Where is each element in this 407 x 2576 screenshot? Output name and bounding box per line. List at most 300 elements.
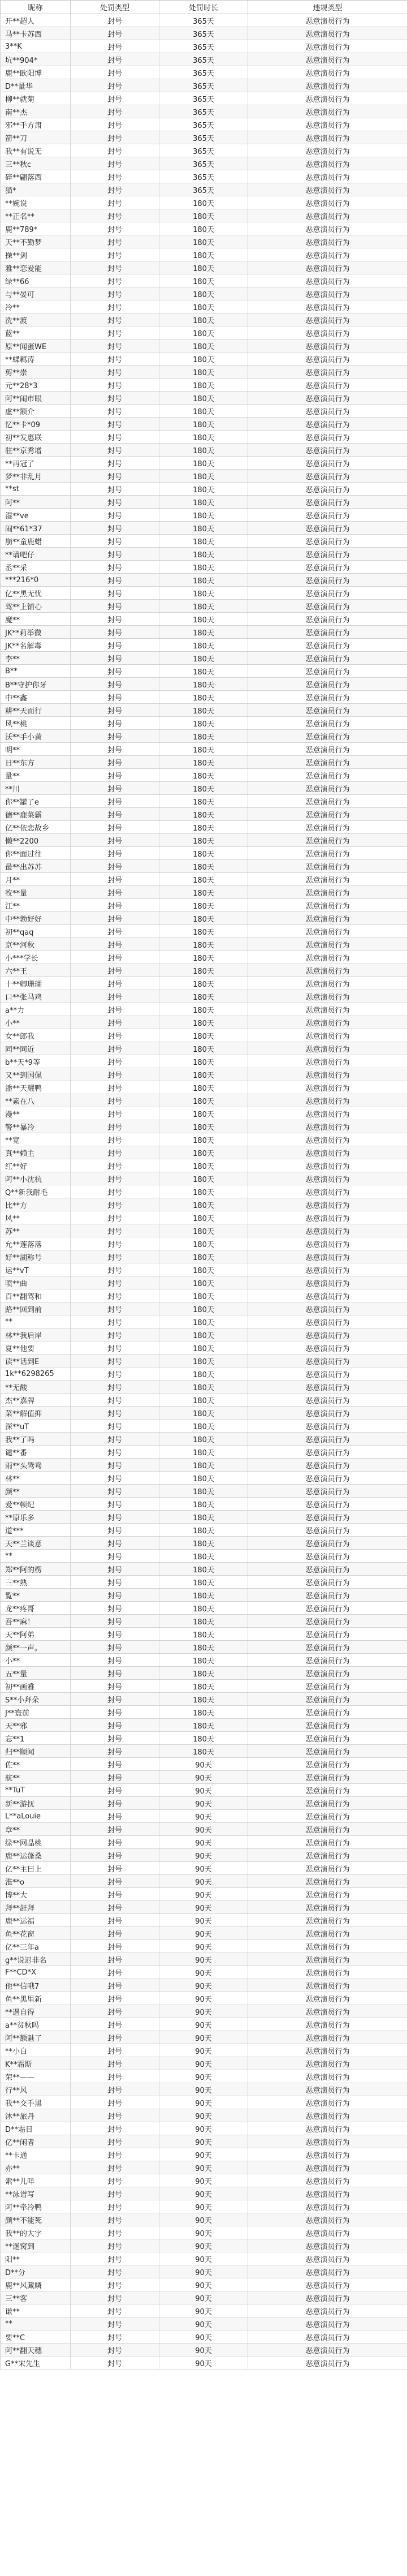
- cell-nickname: **st: [1, 483, 71, 496]
- cell-violation-type: 恶意演员行为: [248, 405, 407, 418]
- cell-nickname: J**寰前: [1, 1706, 71, 1719]
- table-row: [1, 925, 407, 938]
- cell-penalty-type: 封号: [71, 248, 159, 261]
- cell-penalty-type: 封号: [71, 1198, 159, 1211]
- cell-violation-type: 恶意演员行为: [248, 1367, 407, 1381]
- cell-violation-type: 恶意演员行为: [248, 509, 407, 522]
- cell-nickname: 吾**麻！: [1, 1615, 71, 1628]
- cell-penalty-type: 封号: [71, 2135, 159, 2148]
- cell-penalty-duration: 180天: [159, 743, 248, 756]
- cell-penalty-type: 封号: [71, 2304, 159, 2317]
- cell-penalty-duration: 180天: [159, 1706, 248, 1719]
- cell-penalty-duration: 90天: [159, 1914, 248, 1927]
- cell-penalty-duration: 180天: [159, 782, 248, 795]
- table-row: [1, 1797, 407, 1810]
- cell-nickname: 阿**额魅了: [1, 2031, 71, 2044]
- cell-nickname: 天**阿弟: [1, 1628, 71, 1641]
- cell-violation-type: 恶意演员行为: [248, 873, 407, 886]
- cell-penalty-duration: 180天: [159, 1328, 248, 1341]
- cell-penalty-type: 封号: [71, 1328, 159, 1341]
- cell-penalty-type: 封号: [71, 886, 159, 899]
- cell-violation-type: 恶意演员行为: [248, 691, 407, 704]
- cell-nickname: 百**翻驾和: [1, 1289, 71, 1302]
- cell-penalty-type: 封号: [71, 1146, 159, 1159]
- table-row: [1, 1758, 407, 1771]
- table-row: [1, 1537, 407, 1550]
- cell-penalty-duration: 180天: [159, 1732, 248, 1745]
- table-row: [1, 1328, 407, 1341]
- table-row: [1, 1680, 407, 1693]
- cell-violation-type: 恶意演员行为: [248, 431, 407, 444]
- cell-penalty-duration: 180天: [159, 209, 248, 222]
- cell-penalty-type: 封号: [71, 951, 159, 964]
- cell-nickname: 风**: [1, 1211, 71, 1224]
- cell-nickname: 绿**网晶桃: [1, 1836, 71, 1849]
- cell-penalty-duration: 180天: [159, 717, 248, 730]
- cell-penalty-duration: 90天: [159, 1862, 248, 1875]
- cell-nickname: 漫**: [1, 1107, 71, 1120]
- cell-nickname: 颜**: [1, 1485, 71, 1498]
- cell-penalty-duration: 180天: [159, 912, 248, 925]
- cell-nickname: 拜**赶拜: [1, 1901, 71, 1914]
- cell-penalty-duration: 180天: [159, 873, 248, 886]
- cell-nickname: 我**的大字: [1, 2226, 71, 2239]
- cell-penalty-duration: 180天: [159, 561, 248, 574]
- cell-penalty-duration: 180天: [159, 1302, 248, 1315]
- cell-violation-type: 恶意演员行为: [248, 977, 407, 990]
- cell-nickname: 湿**ve: [1, 509, 71, 522]
- table-row: [1, 964, 407, 977]
- table-row: [1, 14, 407, 27]
- table-row: [1, 1511, 407, 1524]
- header-penalty-type: 处罚类型: [71, 1, 159, 14]
- cell-penalty-type: 封号: [71, 756, 159, 769]
- table-body: [1, 14, 407, 2369]
- cell-nickname: 李**: [1, 652, 71, 665]
- cell-penalty-type: 封号: [71, 743, 159, 756]
- cell-violation-type: 恶意演员行为: [248, 339, 407, 352]
- cell-penalty-type: 封号: [71, 66, 159, 79]
- cell-violation-type: 恶意演员行为: [248, 1849, 407, 1862]
- cell-penalty-type: 封号: [71, 1472, 159, 1485]
- cell-penalty-type: 封号: [71, 1029, 159, 1042]
- cell-penalty-type: 封号: [71, 274, 159, 287]
- cell-violation-type: 恶意演员行为: [248, 522, 407, 535]
- table-row: [1, 2083, 407, 2096]
- cell-nickname: **请吧仔: [1, 548, 71, 561]
- cell-nickname: 深**uT: [1, 1420, 71, 1433]
- cell-penalty-duration: 180天: [159, 678, 248, 691]
- cell-penalty-duration: 90天: [159, 2304, 248, 2317]
- cell-violation-type: 恶意演员行为: [248, 313, 407, 326]
- cell-nickname: 蓝**: [1, 326, 71, 339]
- cell-penalty-duration: 180天: [159, 808, 248, 821]
- cell-penalty-duration: 365天: [159, 183, 248, 196]
- cell-violation-type: 恶意演员行为: [248, 847, 407, 860]
- cell-nickname: 梦**非乱月: [1, 470, 71, 483]
- cell-violation-type: 恶意演员行为: [248, 2252, 407, 2265]
- cell-penalty-type: 封号: [71, 1016, 159, 1029]
- cell-penalty-duration: 180天: [159, 769, 248, 782]
- cell-violation-type: 恶意演员行为: [248, 470, 407, 483]
- cell-penalty-type: 封号: [71, 313, 159, 326]
- cell-violation-type: 恶意演员行为: [248, 717, 407, 730]
- table-row: [1, 1641, 407, 1654]
- cell-violation-type: 恶意演员行为: [248, 1394, 407, 1407]
- cell-penalty-type: 封号: [71, 1068, 159, 1081]
- cell-penalty-type: 封号: [71, 2044, 159, 2057]
- cell-nickname: 你**罐了e: [1, 795, 71, 808]
- cell-violation-type: 恶意演员行为: [248, 1602, 407, 1615]
- table-row: [1, 2343, 407, 2356]
- cell-penalty-type: 封号: [71, 53, 159, 66]
- cell-penalty-duration: 90天: [159, 1784, 248, 1797]
- cell-nickname: b**天*9等: [1, 1055, 71, 1068]
- cell-penalty-type: 封号: [71, 1055, 159, 1068]
- cell-nickname: 颜**一声。: [1, 1641, 71, 1654]
- cell-violation-type: 恶意演员行为: [248, 938, 407, 951]
- cell-penalty-type: 封号: [71, 1888, 159, 1901]
- cell-penalty-type: 封号: [71, 1550, 159, 1563]
- table-row: [1, 1381, 407, 1394]
- cell-penalty-duration: 180天: [159, 444, 248, 457]
- table-row: [1, 1745, 407, 1758]
- table-row: [1, 1472, 407, 1485]
- cell-penalty-duration: 180天: [159, 990, 248, 1003]
- cell-violation-type: 恶意演员行为: [248, 53, 407, 66]
- cell-penalty-type: 封号: [71, 808, 159, 821]
- cell-penalty-duration: 180天: [159, 1354, 248, 1367]
- cell-penalty-type: 封号: [71, 613, 159, 626]
- cell-penalty-duration: 180天: [159, 691, 248, 704]
- cell-penalty-type: 封号: [71, 834, 159, 847]
- cell-violation-type: 恶意演员行为: [248, 1185, 407, 1198]
- table-row: [1, 261, 407, 274]
- table-row: [1, 418, 407, 431]
- table-row: [1, 1628, 407, 1641]
- cell-penalty-duration: 180天: [159, 1511, 248, 1524]
- cell-violation-type: 恶意演员行为: [248, 40, 407, 53]
- cell-penalty-duration: 365天: [159, 131, 248, 144]
- table-row: [1, 1576, 407, 1589]
- table-row: [1, 1810, 407, 1823]
- cell-violation-type: 恶意演员行为: [248, 1029, 407, 1042]
- cell-penalty-type: 封号: [71, 1823, 159, 1836]
- cell-penalty-type: 封号: [71, 1810, 159, 1823]
- cell-violation-type: 恶意演员行为: [248, 1680, 407, 1693]
- cell-penalty-type: 封号: [71, 522, 159, 535]
- table-row: [1, 1667, 407, 1680]
- table-row: [1, 2031, 407, 2044]
- cell-penalty-duration: 180天: [159, 1016, 248, 1029]
- cell-nickname: 阿**: [1, 496, 71, 509]
- cell-penalty-duration: 365天: [159, 27, 248, 40]
- cell-nickname: 元**28*3: [1, 379, 71, 392]
- cell-violation-type: 恶意演员行为: [248, 1016, 407, 1029]
- cell-nickname: 警**暴冷: [1, 1120, 71, 1133]
- cell-violation-type: 恶意演员行为: [248, 2330, 407, 2343]
- cell-nickname: 与**晏可: [1, 287, 71, 300]
- cell-penalty-duration: 90天: [159, 1823, 248, 1836]
- cell-violation-type: 恶意演员行为: [248, 2122, 407, 2135]
- cell-penalty-type: 封号: [71, 2057, 159, 2070]
- cell-nickname: Q**新我耐毛: [1, 1185, 71, 1198]
- cell-penalty-duration: 180天: [159, 1367, 248, 1381]
- cell-penalty-type: 封号: [71, 535, 159, 548]
- cell-violation-type: 恶意演员行为: [248, 2161, 407, 2174]
- cell-penalty-type: 封号: [71, 1107, 159, 1120]
- cell-penalty-type: 封号: [71, 2317, 159, 2330]
- table-row: [1, 756, 407, 769]
- cell-penalty-type: 封号: [71, 1354, 159, 1367]
- cell-penalty-type: 封号: [71, 457, 159, 470]
- cell-penalty-duration: 180天: [159, 1003, 248, 1016]
- cell-penalty-duration: 180天: [159, 1250, 248, 1263]
- cell-nickname: 开**超人: [1, 14, 71, 27]
- table-row: [1, 496, 407, 509]
- cell-penalty-duration: 365天: [159, 53, 248, 66]
- cell-penalty-type: 封号: [71, 1953, 159, 1966]
- cell-nickname: 你**面过往: [1, 847, 71, 860]
- cell-nickname: 他**信哦7: [1, 1979, 71, 1992]
- cell-nickname: a**贫秋吗: [1, 2018, 71, 2031]
- table-row: [1, 1940, 407, 1953]
- cell-penalty-type: 封号: [71, 1172, 159, 1185]
- table-row: [1, 1784, 407, 1797]
- cell-penalty-type: 封号: [71, 2343, 159, 2356]
- cell-violation-type: 恶意演员行为: [248, 587, 407, 600]
- table-row: [1, 2356, 407, 2369]
- table-row: [1, 691, 407, 704]
- cell-violation-type: 恶意演员行为: [248, 1771, 407, 1784]
- cell-penalty-type: 封号: [71, 1511, 159, 1524]
- cell-violation-type: 恶意演员行为: [248, 1276, 407, 1289]
- cell-penalty-duration: 365天: [159, 170, 248, 183]
- cell-penalty-duration: 180天: [159, 379, 248, 392]
- table-row: [1, 1420, 407, 1433]
- cell-penalty-type: 封号: [71, 1537, 159, 1550]
- table-row: [1, 2213, 407, 2226]
- cell-nickname: K**霜斯: [1, 2057, 71, 2070]
- cell-penalty-duration: 180天: [159, 235, 248, 248]
- cell-penalty-type: 封号: [71, 1211, 159, 1224]
- table-row: [1, 1719, 407, 1732]
- cell-nickname: 我**交手黑: [1, 2096, 71, 2109]
- cell-violation-type: 恶意演员行为: [248, 1133, 407, 1146]
- cell-nickname: 亿**闲者: [1, 2135, 71, 2148]
- table-row: [1, 79, 407, 92]
- table-row: [1, 2122, 407, 2135]
- table-row: [1, 1315, 407, 1328]
- cell-penalty-duration: 180天: [159, 1224, 248, 1237]
- table-row: [1, 2109, 407, 2122]
- cell-nickname: 阿**牵冷鸭: [1, 2200, 71, 2213]
- cell-penalty-duration: 180天: [159, 665, 248, 678]
- cell-penalty-type: 封号: [71, 1498, 159, 1511]
- cell-nickname: 阿**闹市眼: [1, 392, 71, 405]
- cell-penalty-type: 封号: [71, 639, 159, 652]
- cell-violation-type: 恶意演员行为: [248, 678, 407, 691]
- table-row: [1, 339, 407, 352]
- cell-penalty-type: 封号: [71, 496, 159, 509]
- cell-penalty-duration: 180天: [159, 496, 248, 509]
- cell-penalty-type: 封号: [71, 1420, 159, 1433]
- cell-nickname: 忘**1: [1, 1732, 71, 1745]
- cell-penalty-type: 封号: [71, 79, 159, 92]
- cell-penalty-type: 封号: [71, 1003, 159, 1016]
- cell-nickname: 中**勃好好: [1, 912, 71, 925]
- cell-penalty-type: 封号: [71, 1394, 159, 1407]
- table-row: [1, 1133, 407, 1146]
- cell-nickname: 1k**6298265: [1, 1367, 71, 1381]
- cell-penalty-duration: 180天: [159, 1055, 248, 1068]
- cell-violation-type: 恶意演员行为: [248, 1068, 407, 1081]
- cell-nickname: 林**: [1, 1472, 71, 1485]
- cell-penalty-duration: 180天: [159, 756, 248, 769]
- table-row: [1, 782, 407, 795]
- cell-penalty-type: 封号: [71, 1576, 159, 1589]
- cell-nickname: 操**剑: [1, 248, 71, 261]
- cell-penalty-type: 封号: [71, 392, 159, 405]
- cell-nickname: **: [1, 2317, 71, 2330]
- table-row: [1, 1771, 407, 1784]
- table-row: [1, 274, 407, 287]
- header-penalty-duration: 处罚时长: [159, 1, 248, 14]
- cell-penalty-duration: 180天: [159, 457, 248, 470]
- cell-nickname: 道***: [1, 1524, 71, 1537]
- cell-nickname: 喷**曲: [1, 1276, 71, 1289]
- cell-penalty-duration: 180天: [159, 1628, 248, 1641]
- cell-penalty-duration: 180天: [159, 574, 248, 587]
- cell-violation-type: 恶意演员行为: [248, 652, 407, 665]
- cell-penalty-duration: 365天: [159, 92, 248, 105]
- table-row: [1, 379, 407, 392]
- table-row: [1, 1042, 407, 1055]
- cell-violation-type: 恶意演员行为: [248, 379, 407, 392]
- table-row: [1, 1276, 407, 1289]
- cell-penalty-duration: 180天: [159, 730, 248, 743]
- cell-penalty-type: 封号: [71, 2083, 159, 2096]
- cell-penalty-duration: 180天: [159, 470, 248, 483]
- cell-violation-type: 恶意演员行为: [248, 1810, 407, 1823]
- cell-penalty-duration: 365天: [159, 144, 248, 157]
- cell-penalty-type: 封号: [71, 2200, 159, 2213]
- cell-nickname: 沃**手小黄: [1, 730, 71, 743]
- cell-penalty-duration: 180天: [159, 1146, 248, 1159]
- cell-penalty-type: 封号: [71, 183, 159, 196]
- table-row: [1, 899, 407, 912]
- header-violation-type: 违规类型: [248, 1, 407, 14]
- cell-penalty-duration: 90天: [159, 2044, 248, 2057]
- cell-penalty-duration: 90天: [159, 2187, 248, 2200]
- cell-violation-type: 恶意演员行为: [248, 144, 407, 157]
- cell-penalty-type: 封号: [71, 1524, 159, 1537]
- cell-penalty-duration: 180天: [159, 1381, 248, 1394]
- cell-penalty-duration: 180天: [159, 1459, 248, 1472]
- cell-nickname: **卡通: [1, 2148, 71, 2161]
- table-row: [1, 1055, 407, 1068]
- cell-penalty-duration: 90天: [159, 2278, 248, 2291]
- cell-penalty-duration: 180天: [159, 1745, 248, 1758]
- cell-penalty-duration: 90天: [159, 2031, 248, 2044]
- cell-nickname: 闹**61*37: [1, 522, 71, 535]
- cell-nickname: 初**发惠联: [1, 431, 71, 444]
- cell-penalty-duration: 180天: [159, 300, 248, 313]
- cell-nickname: 明**: [1, 743, 71, 756]
- cell-penalty-type: 封号: [71, 196, 159, 209]
- cell-penalty-type: 封号: [71, 730, 159, 743]
- cell-penalty-type: 封号: [71, 1927, 159, 1940]
- cell-penalty-type: 封号: [71, 626, 159, 639]
- cell-nickname: 天**不勤梦: [1, 235, 71, 248]
- table-row: [1, 1433, 407, 1446]
- cell-penalty-type: 封号: [71, 1341, 159, 1354]
- table-row: [1, 808, 407, 821]
- cell-penalty-type: 封号: [71, 574, 159, 587]
- table-row: [1, 886, 407, 899]
- cell-penalty-duration: 180天: [159, 1107, 248, 1120]
- cell-penalty-type: 封号: [71, 1615, 159, 1628]
- cell-penalty-type: 封号: [71, 964, 159, 977]
- cell-nickname: **无酸: [1, 1381, 71, 1394]
- cell-violation-type: 恶意演员行为: [248, 1159, 407, 1172]
- table-row: [1, 1081, 407, 1094]
- cell-penalty-type: 封号: [71, 2356, 159, 2369]
- table-row: [1, 1107, 407, 1120]
- cell-nickname: **宽: [1, 1133, 71, 1146]
- cell-penalty-duration: 180天: [159, 392, 248, 405]
- cell-penalty-type: 封号: [71, 2174, 159, 2187]
- cell-penalty-type: 封号: [71, 379, 159, 392]
- cell-penalty-type: 封号: [71, 144, 159, 157]
- cell-nickname: 同**同近: [1, 1042, 71, 1055]
- cell-violation-type: 恶意演员行为: [248, 1836, 407, 1849]
- cell-penalty-duration: 180天: [159, 1029, 248, 1042]
- cell-penalty-type: 封号: [71, 1446, 159, 1459]
- cell-violation-type: 恶意演员行为: [248, 730, 407, 743]
- cell-penalty-type: 封号: [71, 1250, 159, 1263]
- cell-violation-type: 恶意演员行为: [248, 1315, 407, 1328]
- cell-penalty-type: 封号: [71, 587, 159, 600]
- cell-violation-type: 恶意演员行为: [248, 1901, 407, 1914]
- cell-penalty-duration: 180天: [159, 886, 248, 899]
- cell-penalty-type: 封号: [71, 1940, 159, 1953]
- cell-penalty-type: 封号: [71, 561, 159, 574]
- cell-nickname: 博**大: [1, 1888, 71, 1901]
- cell-violation-type: 恶意演员行为: [248, 2213, 407, 2226]
- cell-penalty-type: 封号: [71, 2252, 159, 2265]
- cell-violation-type: 恶意演员行为: [248, 1224, 407, 1237]
- cell-penalty-type: 封号: [71, 2018, 159, 2031]
- cell-violation-type: 恶意演员行为: [248, 170, 407, 183]
- cell-violation-type: 恶意演员行为: [248, 2200, 407, 2213]
- cell-violation-type: 恶意演员行为: [248, 1732, 407, 1745]
- cell-violation-type: 恶意演员行为: [248, 457, 407, 470]
- cell-penalty-duration: 365天: [159, 14, 248, 27]
- cell-penalty-duration: 90天: [159, 2109, 248, 2122]
- cell-violation-type: 恶意演员行为: [248, 2343, 407, 2356]
- table-row: [1, 1094, 407, 1107]
- cell-violation-type: 恶意演员行为: [248, 1407, 407, 1420]
- cell-penalty-type: 封号: [71, 1224, 159, 1237]
- table-row: [1, 548, 407, 561]
- cell-nickname: 邪**手方肃: [1, 118, 71, 131]
- cell-violation-type: 恶意演员行为: [248, 1146, 407, 1159]
- cell-nickname: 马**卡苏西: [1, 27, 71, 40]
- table-row: [1, 1888, 407, 1901]
- table-row: [1, 92, 407, 105]
- cell-nickname: 亿**三年a: [1, 1940, 71, 1953]
